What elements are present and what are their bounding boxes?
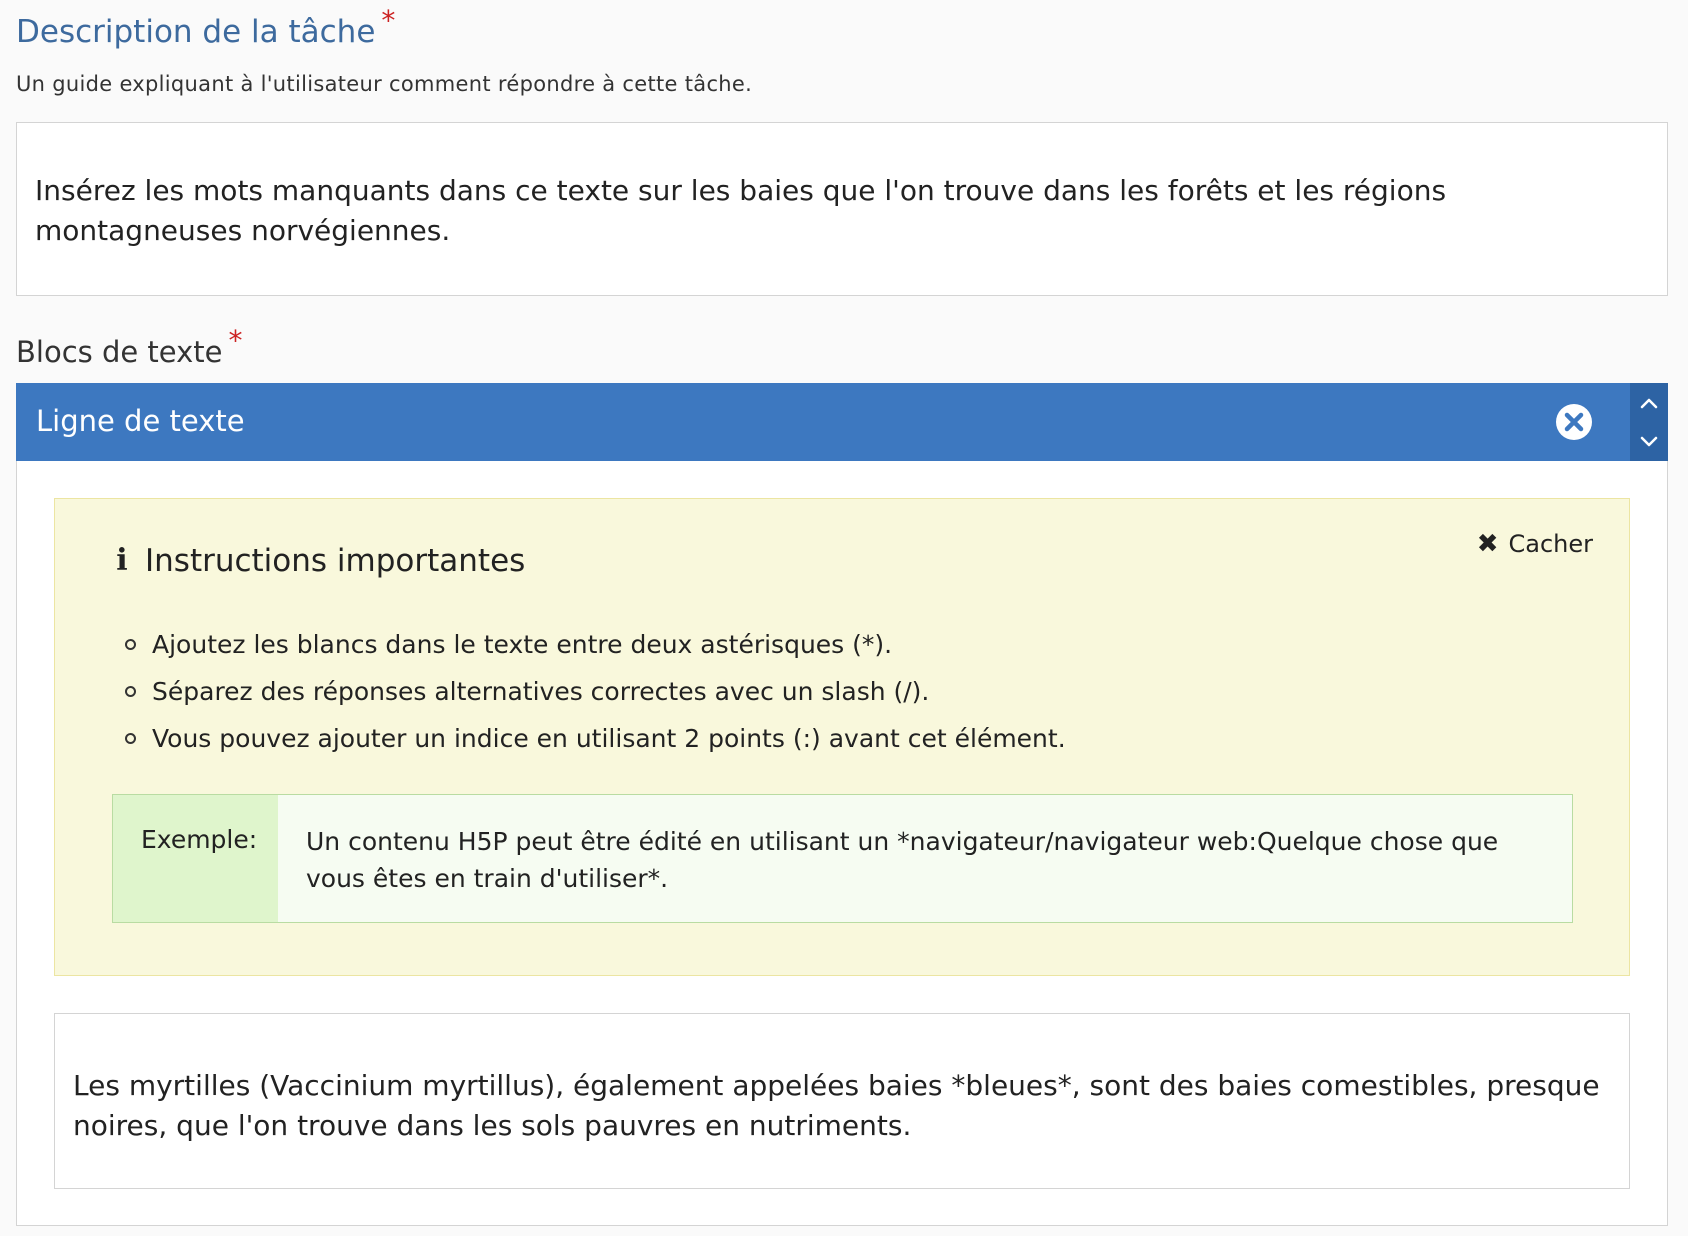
task-description-title-text: Description de la tâche <box>16 14 376 50</box>
important-instructions <box>54 498 1630 976</box>
example-label: Exemple: <box>113 795 278 922</box>
bullet-circle-icon <box>125 639 136 650</box>
example-text: Un contenu H5P peut être édité en utilisant un *navigateur/navigateur web:Quelque chose que vous êtes en train d'utiliser*. <box>306 827 1499 893</box>
remove-item-button[interactable] <box>1554 402 1594 442</box>
text-line-label: Ligne de texte <box>36 404 245 438</box>
instructions-title <box>115 541 525 581</box>
list-item: Séparez des réponses alternatives correctes avec un slash (/). <box>125 668 1066 715</box>
list-item: Ajoutez les blancs dans le texte entre deux astérisques (*). <box>125 621 1066 668</box>
move-up-button[interactable] <box>1630 383 1668 422</box>
list-item: Vous pouvez ajouter un indice en utilisant 2 points (:) avant cet élément. <box>125 715 1066 762</box>
chevron-down-icon <box>1640 436 1658 448</box>
bullet-circle-icon <box>125 686 136 697</box>
text-line-input[interactable]: Les myrtilles (Vaccinium myrtillus), également appelées baies *bleues*, sont des baies comestibles, presque noires, que l'on trouve dans les sols pauvres en nutriments. <box>54 1013 1630 1189</box>
task-description-help: Un guide expliquant à l'utilisateur comment répondre à cette tâche. <box>16 72 753 96</box>
close-circle-icon <box>1554 402 1594 442</box>
required-asterisk: * <box>381 4 396 37</box>
required-asterisk: * <box>228 324 243 357</box>
instructions-list <box>125 621 1066 762</box>
order-controls <box>1630 383 1668 461</box>
bullet-circle-icon <box>125 733 136 744</box>
example-box <box>112 794 1573 923</box>
text-blocks-title-text: Blocs de texte <box>16 335 223 369</box>
info-icon: i <box>116 543 128 578</box>
move-down-button[interactable] <box>1630 422 1668 461</box>
chevron-up-icon <box>1640 397 1658 409</box>
text-blocks-title <box>16 324 243 373</box>
hide-label: Cacher <box>1508 530 1593 558</box>
hide-instructions-button[interactable] <box>1477 529 1593 559</box>
instructions-title-text: Instructions importantes <box>145 543 526 579</box>
task-description-title <box>16 4 396 53</box>
text-line-header[interactable] <box>16 383 1668 461</box>
task-description-input[interactable]: Insérez les mots manquants dans ce texte sur les baies que l'on trouve dans les forêts et les régions montagneuses norvégiennes. <box>16 122 1668 296</box>
close-icon: ✖ <box>1476 529 1499 559</box>
